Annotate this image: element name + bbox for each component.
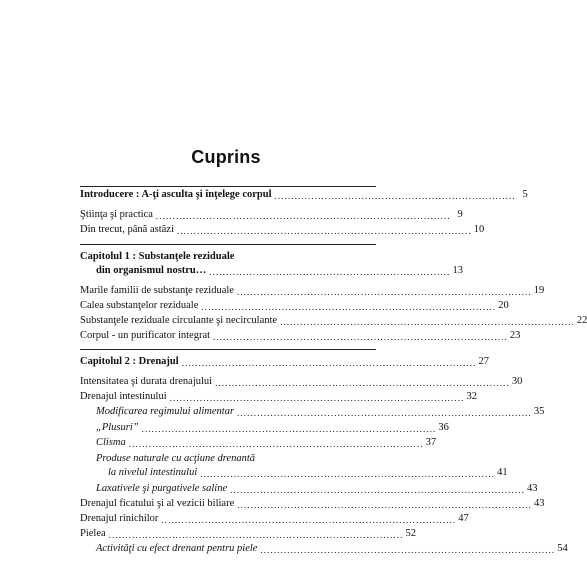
toc-entry[interactable] [80,390,477,404]
dot-leader: ........................................................................................ [169,393,465,403]
toc-entry-label: Calea substanţelor reziduale [80,300,199,311]
toc-entry[interactable] [80,299,509,313]
toc-entry[interactable] [80,497,545,511]
toc-page-number: 37 [425,437,437,448]
toc-entry[interactable] [80,223,485,237]
toc-entry[interactable] [80,314,587,328]
toc-entry-introducere[interactable] [80,188,528,202]
dot-leader: ........................................................................................ [141,424,437,434]
section-divider [80,186,376,187]
dot-leader: ........................................................................................ [200,469,496,479]
toc-page-number: 5 [522,189,528,200]
toc-entry-capitolul-2[interactable] [80,355,490,369]
toc-page-number: 19 [533,285,545,296]
toc-page-number: 9 [457,209,463,220]
toc-entry-label: Pielea [80,528,106,539]
dot-leader: ........................................................................................ [237,500,533,510]
dot-leader: ........................................................................................ [161,515,457,525]
dot-leader: ........................................................................................ [108,530,404,540]
dot-leader: ........................................................................................ [260,545,556,555]
toc-page-number: 10 [473,224,485,235]
toc-entry[interactable] [80,512,469,526]
section-divider [80,349,376,350]
toc-entry[interactable] [80,329,521,343]
toc-entry-label: Drenajul intestinului [80,391,167,402]
toc-page-number: 32 [466,391,477,402]
toc-entry-label: Capitolul 2 : Drenajul [80,356,179,367]
toc-entry-label: Substanţele reziduale circulante şi necirculante [80,315,278,326]
dot-leader: ........................................................................................ [128,439,424,449]
dot-leader: ........................................................................................ [155,211,451,221]
toc-page-number: 54 [557,543,568,554]
dot-leader: ........................................................................................ [215,378,510,388]
dot-leader: ........................................................................ [209,267,451,277]
page-title: Cuprins [191,147,261,167]
toc-entry-label: Activităţi cu efect drenant pentru piele [96,543,258,554]
toc-entry-label: Clisma [96,437,126,448]
toc-entry[interactable] [80,208,463,222]
toc-entry-label: Corpul - un purificator integrat [80,330,211,341]
toc-entry[interactable] [80,527,416,541]
toc-page-number: 43 [526,483,538,494]
toc-page-number: 47 [458,513,469,524]
toc-page-number: 41 [497,467,508,478]
dot-leader: ........................................................................................ [201,302,497,312]
toc-entry-label: Laxativele şi purgativele saline [96,483,228,494]
dot-leader: ........................................................................................ [176,226,472,236]
toc-page-number: 52 [405,528,416,539]
dot-leader: ........................................................................................ [236,287,532,297]
toc-page-number: 22 [576,315,587,326]
dot-leader: ........................................................................................ [230,485,525,495]
toc-entry-label: Drenajul rinichilor [80,513,159,524]
toc-page-number: 43 [534,498,545,509]
toc-page-number: 30 [511,376,523,387]
toc-page-number: 23 [509,330,521,341]
toc-entry-label: Modificarea regimului alimentar [96,406,235,417]
toc-subentry[interactable] [96,436,437,450]
toc-entry-label: Introducere : A-ţi asculta şi înţelege corpul [80,189,272,200]
toc-page-number: 35 [533,406,545,417]
toc-entry-label: Marile familii de substanţe reziduale [80,285,234,296]
toc-subentry[interactable] [108,466,508,480]
toc-subentry[interactable] [96,421,449,435]
toc-entry-label: Intensitatea şi durata drenajului [80,376,213,387]
toc-page-number: 20 [498,300,509,311]
toc-page-number: 27 [478,356,490,367]
toc-entry[interactable] [80,375,523,389]
toc-entry-label: Ştiinţa şi practica [80,209,153,220]
dot-leader: ........................................................................................ [280,317,575,327]
toc-entry-label: Din trecut, până astăzi [80,224,174,235]
toc-entry-capitolul-1[interactable] [96,264,463,278]
toc-entry-label: „Plusuri” [96,422,139,433]
toc-subentry[interactable] [96,482,538,496]
dot-leader: ........................................................................ [274,191,516,201]
toc-entry-label: din organismul nostru… [96,265,207,276]
toc-page-number: 36 [438,422,449,433]
toc-subentry[interactable] [96,542,568,556]
dot-leader: ........................................................................................ [181,358,477,368]
chapter-heading-line: Capitolul 1 : Substanţele reziduale [80,251,235,262]
subentry-heading-line: Produse naturale cu acţiune drenantă [96,453,256,464]
dot-leader: ........................................................................................ [213,332,508,342]
toc-entry[interactable] [80,284,545,298]
dot-leader: ........................................................................................ [237,408,532,418]
toc-page-number: 13 [452,265,463,276]
toc-entry-label: la nivelul intestinului [108,467,198,478]
toc-entry-label: Drenajul ficatului şi al vezicii biliare [80,498,235,509]
toc-subentry[interactable] [96,405,545,419]
section-divider [80,244,376,245]
